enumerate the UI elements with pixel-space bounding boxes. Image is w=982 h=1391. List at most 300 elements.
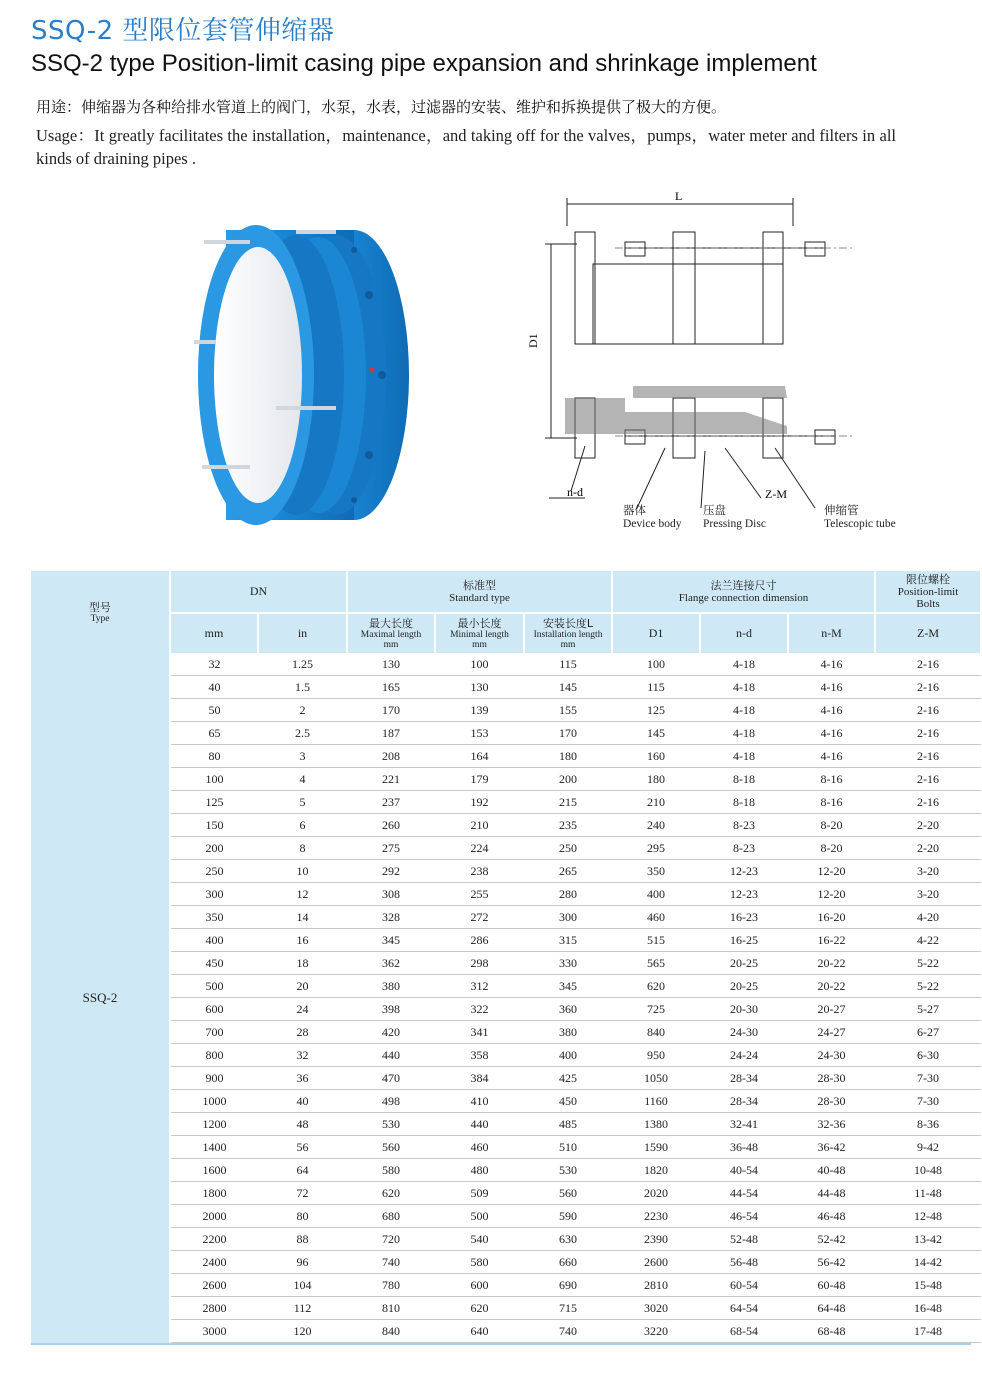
header-n-d: n-d xyxy=(700,613,788,653)
table-row xyxy=(31,745,981,768)
table-cell: 8-20 xyxy=(788,814,875,837)
table-cell: 4-18 xyxy=(700,653,788,676)
table-cell: 425 xyxy=(524,1067,612,1090)
table-cell: 15-48 xyxy=(875,1274,981,1297)
table-cell: 20-30 xyxy=(700,998,788,1021)
table-cell: 221 xyxy=(347,768,435,791)
table-cell: 24 xyxy=(258,998,347,1021)
table-cell: 115 xyxy=(524,653,612,676)
table-cell: 125 xyxy=(612,699,700,722)
table-cell: 380 xyxy=(524,1021,612,1044)
header-install-length: 安装长度L Installation length mm xyxy=(524,613,612,653)
table-cell: 155 xyxy=(524,699,612,722)
table-cell: 210 xyxy=(435,814,524,837)
table-cell: 32-36 xyxy=(788,1113,875,1136)
table-cell: 620 xyxy=(347,1182,435,1205)
table-cell: 1050 xyxy=(612,1067,700,1090)
table-cell: 7-30 xyxy=(875,1090,981,1113)
table-cell: 100 xyxy=(435,653,524,676)
table-cell: 400 xyxy=(612,883,700,906)
table-cell: 3000 xyxy=(170,1320,258,1343)
table-row xyxy=(31,929,981,952)
table-cell: 8-16 xyxy=(788,791,875,814)
table-cell: 4-16 xyxy=(788,653,875,676)
table-cell: 224 xyxy=(435,837,524,860)
table-cell: 2230 xyxy=(612,1205,700,1228)
table-cell: 280 xyxy=(524,883,612,906)
table-cell: 300 xyxy=(524,906,612,929)
table-cell: 360 xyxy=(524,998,612,1021)
table-row xyxy=(31,653,981,676)
table-cell: 345 xyxy=(347,929,435,952)
table-cell: 3-20 xyxy=(875,883,981,906)
table-cell: 1200 xyxy=(170,1113,258,1136)
table-cell: 130 xyxy=(347,653,435,676)
table-cell: 720 xyxy=(347,1228,435,1251)
table-cell: 590 xyxy=(524,1205,612,1228)
table-cell: 60-48 xyxy=(788,1274,875,1297)
table-cell: 12-23 xyxy=(700,883,788,906)
type-cell: SSQ-2 xyxy=(31,653,170,1343)
table-row xyxy=(31,1113,981,1136)
table-cell: 8 xyxy=(258,837,347,860)
table-cell: 308 xyxy=(347,883,435,906)
table-cell: 2 xyxy=(258,699,347,722)
table-cell: 179 xyxy=(435,768,524,791)
table-cell: 3220 xyxy=(612,1320,700,1343)
table-cell: 400 xyxy=(524,1044,612,1067)
table-cell: 1.5 xyxy=(258,676,347,699)
table-cell: 2-16 xyxy=(875,722,981,745)
table-cell: 1000 xyxy=(170,1090,258,1113)
label-D1: D1 xyxy=(526,333,540,348)
table-cell: 358 xyxy=(435,1044,524,1067)
table-row xyxy=(31,952,981,975)
table-cell: 1.25 xyxy=(258,653,347,676)
table-row xyxy=(31,1228,981,1251)
table-cell: 690 xyxy=(524,1274,612,1297)
table-row xyxy=(31,975,981,998)
table-cell: 440 xyxy=(435,1113,524,1136)
table-cell: 96 xyxy=(258,1251,347,1274)
table-cell: 200 xyxy=(170,837,258,860)
table-cell: 680 xyxy=(347,1205,435,1228)
table-cell: 88 xyxy=(258,1228,347,1251)
table-cell: 350 xyxy=(612,860,700,883)
table-cell: 12-20 xyxy=(788,860,875,883)
table-row xyxy=(31,1297,981,1320)
label-z-m: Z-M xyxy=(765,487,787,501)
table-cell: 300 xyxy=(170,883,258,906)
table-cell: 165 xyxy=(347,676,435,699)
table-cell: 24-30 xyxy=(788,1044,875,1067)
table-cell: 460 xyxy=(435,1136,524,1159)
table-cell: 315 xyxy=(524,929,612,952)
table-cell: 36-42 xyxy=(788,1136,875,1159)
table-cell: 700 xyxy=(170,1021,258,1044)
header-bolts: 限位螺栓 Position-limit Bolts xyxy=(875,571,981,613)
table-cell: 2-16 xyxy=(875,699,981,722)
table-cell: 11-48 xyxy=(875,1182,981,1205)
table-cell: 500 xyxy=(435,1205,524,1228)
table-cell: 4-18 xyxy=(700,699,788,722)
table-cell: 160 xyxy=(612,745,700,768)
table-cell: 350 xyxy=(170,906,258,929)
table-cell: 16-23 xyxy=(700,906,788,929)
table-cell: 50 xyxy=(170,699,258,722)
table-cell: 192 xyxy=(435,791,524,814)
table-cell: 52-42 xyxy=(788,1228,875,1251)
table-cell: 630 xyxy=(524,1228,612,1251)
table-cell: 640 xyxy=(435,1320,524,1343)
table-cell: 16-20 xyxy=(788,906,875,929)
table-cell: 32 xyxy=(170,653,258,676)
table-cell: 180 xyxy=(524,745,612,768)
table-row xyxy=(31,860,981,883)
table-cell: 24-24 xyxy=(700,1044,788,1067)
specification-table xyxy=(31,571,982,1343)
table-cell: 16 xyxy=(258,929,347,952)
table-cell: 800 xyxy=(170,1044,258,1067)
header-flange: 法兰连接尺寸 Flange connection dimension xyxy=(612,571,875,613)
table-row xyxy=(31,1136,981,1159)
table-cell: 341 xyxy=(435,1021,524,1044)
table-cell: 275 xyxy=(347,837,435,860)
table-cell: 515 xyxy=(612,929,700,952)
table-cell: 2800 xyxy=(170,1297,258,1320)
table-cell: 530 xyxy=(347,1113,435,1136)
table-cell: 8-18 xyxy=(700,791,788,814)
table-cell: 40 xyxy=(258,1090,347,1113)
table-cell: 9-42 xyxy=(875,1136,981,1159)
table-cell: 100 xyxy=(170,768,258,791)
table-cell: 400 xyxy=(170,929,258,952)
table-cell: 8-16 xyxy=(788,768,875,791)
table-cell: 3-20 xyxy=(875,860,981,883)
header-n-m: n-M xyxy=(788,613,875,653)
table-cell: 580 xyxy=(347,1159,435,1182)
table-cell: 200 xyxy=(524,768,612,791)
table-cell: 12-20 xyxy=(788,883,875,906)
table-cell: 345 xyxy=(524,975,612,998)
table-cell: 2-16 xyxy=(875,653,981,676)
caption-pressing-disc: 压盘 Pressing Disc xyxy=(703,505,766,530)
table-row xyxy=(31,1251,981,1274)
table-cell: 460 xyxy=(612,906,700,929)
table-cell: 12-48 xyxy=(875,1205,981,1228)
header-min-length: 最小长度 Minimal length mm xyxy=(435,613,524,653)
table-cell: 4-18 xyxy=(700,722,788,745)
table-cell: 715 xyxy=(524,1297,612,1320)
table-cell: 2390 xyxy=(612,1228,700,1251)
product-photo xyxy=(186,210,436,530)
table-cell: 28-34 xyxy=(700,1090,788,1113)
table-cell: 509 xyxy=(435,1182,524,1205)
table-cell: 2400 xyxy=(170,1251,258,1274)
header-mm: mm xyxy=(170,613,258,653)
table-cell: 250 xyxy=(524,837,612,860)
table-cell: 2.5 xyxy=(258,722,347,745)
table-row xyxy=(31,722,981,745)
table-cell: 840 xyxy=(347,1320,435,1343)
table-cell: 410 xyxy=(435,1090,524,1113)
table-cell: 2-16 xyxy=(875,768,981,791)
table-cell: 164 xyxy=(435,745,524,768)
table-cell: 450 xyxy=(170,952,258,975)
table-cell: 80 xyxy=(258,1205,347,1228)
table-row xyxy=(31,814,981,837)
table-cell: 725 xyxy=(612,998,700,1021)
header-z-m: Z-M xyxy=(875,613,981,653)
table-cell: 145 xyxy=(612,722,700,745)
table-cell: 4-16 xyxy=(788,745,875,768)
table-cell: 560 xyxy=(347,1136,435,1159)
table-cell: 5-27 xyxy=(875,998,981,1021)
table-cell: 2-20 xyxy=(875,837,981,860)
usage-english: Usage：It greatly facilitates the installation，maintenance，and taking off for the valves，pumps，water meter and filters in all kinds of draining pipes . xyxy=(36,126,896,168)
table-row xyxy=(31,906,981,929)
table-cell: 3 xyxy=(258,745,347,768)
table-cell: 56-48 xyxy=(700,1251,788,1274)
table-cell: 20-22 xyxy=(788,975,875,998)
table-cell: 4-16 xyxy=(788,722,875,745)
table-row xyxy=(31,998,981,1021)
table-cell: 100 xyxy=(612,653,700,676)
table-cell: 530 xyxy=(524,1159,612,1182)
table-row xyxy=(31,1274,981,1297)
table-cell: 187 xyxy=(347,722,435,745)
header-in: in xyxy=(258,613,347,653)
table-cell: 40-48 xyxy=(788,1159,875,1182)
table-cell: 10-48 xyxy=(875,1159,981,1182)
table-cell: 255 xyxy=(435,883,524,906)
table-cell: 10 xyxy=(258,860,347,883)
table-cell: 64-48 xyxy=(788,1297,875,1320)
table-row xyxy=(31,699,981,722)
table-cell: 28-30 xyxy=(788,1090,875,1113)
table-cell: 16-48 xyxy=(875,1297,981,1320)
header-standard-type: 标准型 Standard type xyxy=(347,571,612,613)
table-cell: 20 xyxy=(258,975,347,998)
caption-telescopic-tube: 伸缩管 Telescopic tube xyxy=(824,505,896,530)
table-cell: 18 xyxy=(258,952,347,975)
table-cell: 64-54 xyxy=(700,1297,788,1320)
table-cell: 13-42 xyxy=(875,1228,981,1251)
table-cell: 384 xyxy=(435,1067,524,1090)
specification-table-container xyxy=(31,571,971,1343)
table-cell: 2200 xyxy=(170,1228,258,1251)
table-cell: 950 xyxy=(612,1044,700,1067)
table-cell: 14 xyxy=(258,906,347,929)
table-cell: 125 xyxy=(170,791,258,814)
table-cell: 265 xyxy=(524,860,612,883)
table-cell: 235 xyxy=(524,814,612,837)
table-cell: 68-54 xyxy=(700,1320,788,1343)
table-cell: 480 xyxy=(435,1159,524,1182)
table-cell: 380 xyxy=(347,975,435,998)
table-cell: 150 xyxy=(170,814,258,837)
table-cell: 900 xyxy=(170,1067,258,1090)
table-cell: 20-25 xyxy=(700,952,788,975)
table-cell: 20-27 xyxy=(788,998,875,1021)
table-cell: 5-22 xyxy=(875,975,981,998)
table-cell: 560 xyxy=(524,1182,612,1205)
table-cell: 72 xyxy=(258,1182,347,1205)
table-cell: 4-22 xyxy=(875,929,981,952)
table-row xyxy=(31,883,981,906)
table-cell: 6 xyxy=(258,814,347,837)
table-cell: 1590 xyxy=(612,1136,700,1159)
table-cell: 1820 xyxy=(612,1159,700,1182)
table-cell: 20-25 xyxy=(700,975,788,998)
table-row xyxy=(31,1159,981,1182)
table-cell: 4-16 xyxy=(788,699,875,722)
table-cell: 170 xyxy=(524,722,612,745)
table-cell: 8-18 xyxy=(700,768,788,791)
label-n-d: n-d xyxy=(567,485,583,499)
table-cell: 2-20 xyxy=(875,814,981,837)
table-cell: 4-18 xyxy=(700,745,788,768)
table-cell: 4 xyxy=(258,768,347,791)
table-cell: 740 xyxy=(524,1320,612,1343)
table-cell: 8-23 xyxy=(700,837,788,860)
table-cell: 44-48 xyxy=(788,1182,875,1205)
table-cell: 580 xyxy=(435,1251,524,1274)
table-cell: 36-48 xyxy=(700,1136,788,1159)
table-cell: 4-20 xyxy=(875,906,981,929)
table-cell: 4-16 xyxy=(788,676,875,699)
table-body xyxy=(31,653,981,1343)
table-cell: 420 xyxy=(347,1021,435,1044)
table-row xyxy=(31,768,981,791)
table-cell: 5-22 xyxy=(875,952,981,975)
table-cell: 330 xyxy=(524,952,612,975)
bottom-rule xyxy=(31,1343,971,1345)
table-cell: 240 xyxy=(612,814,700,837)
table-cell: 28 xyxy=(258,1021,347,1044)
table-cell: 2-16 xyxy=(875,745,981,768)
table-cell: 450 xyxy=(524,1090,612,1113)
table-cell: 7-30 xyxy=(875,1067,981,1090)
table-cell: 17-48 xyxy=(875,1320,981,1343)
table-cell: 115 xyxy=(612,676,700,699)
table-cell: 139 xyxy=(435,699,524,722)
table-cell: 56-42 xyxy=(788,1251,875,1274)
table-cell: 56 xyxy=(258,1136,347,1159)
table-cell: 44-54 xyxy=(700,1182,788,1205)
cross-section-drawing xyxy=(525,186,925,536)
table-cell: 46-48 xyxy=(788,1205,875,1228)
table-cell: 208 xyxy=(347,745,435,768)
table-cell: 40-54 xyxy=(700,1159,788,1182)
table-cell: 1380 xyxy=(612,1113,700,1136)
table-cell: 16-22 xyxy=(788,929,875,952)
table-cell: 286 xyxy=(435,929,524,952)
header-type: 型号 Type xyxy=(31,571,170,653)
table-cell: 237 xyxy=(347,791,435,814)
table-cell: 2020 xyxy=(612,1182,700,1205)
table-cell: 6-27 xyxy=(875,1021,981,1044)
title-english: SSQ-2 type Position-limit casing pipe expansion and shrinkage implement xyxy=(31,50,817,77)
table-cell: 145 xyxy=(524,676,612,699)
table-cell: 620 xyxy=(612,975,700,998)
table-cell: 498 xyxy=(347,1090,435,1113)
table-cell: 510 xyxy=(524,1136,612,1159)
table-cell: 2-16 xyxy=(875,676,981,699)
table-cell: 24-30 xyxy=(700,1021,788,1044)
table-cell: 298 xyxy=(435,952,524,975)
table-cell: 620 xyxy=(435,1297,524,1320)
table-row xyxy=(31,1090,981,1113)
table-cell: 210 xyxy=(612,791,700,814)
table-cell: 180 xyxy=(612,768,700,791)
table-cell: 260 xyxy=(347,814,435,837)
table-cell: 8-23 xyxy=(700,814,788,837)
table-cell: 272 xyxy=(435,906,524,929)
table-cell: 1600 xyxy=(170,1159,258,1182)
table-row xyxy=(31,1021,981,1044)
table-cell: 170 xyxy=(347,699,435,722)
table-cell: 130 xyxy=(435,676,524,699)
table-cell: 4-18 xyxy=(700,676,788,699)
usage-chinese: 用途：伸缩器为各种给排水管道上的阀门，水泵，水表，过滤器的安装、维护和拆换提供了极大的方便。 xyxy=(36,98,727,116)
table-cell: 540 xyxy=(435,1228,524,1251)
table-cell: 104 xyxy=(258,1274,347,1297)
table-cell: 2600 xyxy=(170,1274,258,1297)
table-cell: 153 xyxy=(435,722,524,745)
table-cell: 840 xyxy=(612,1021,700,1044)
table-cell: 28-30 xyxy=(788,1067,875,1090)
table-cell: 12 xyxy=(258,883,347,906)
table-cell: 20-22 xyxy=(788,952,875,975)
table-row xyxy=(31,1067,981,1090)
table-cell: 292 xyxy=(347,860,435,883)
table-cell: 600 xyxy=(170,998,258,1021)
table-cell: 52-48 xyxy=(700,1228,788,1251)
table-cell: 80 xyxy=(170,745,258,768)
table-cell: 48 xyxy=(258,1113,347,1136)
table-cell: 3020 xyxy=(612,1297,700,1320)
table-cell: 660 xyxy=(524,1251,612,1274)
table-cell: 215 xyxy=(524,791,612,814)
table-cell: 312 xyxy=(435,975,524,998)
table-cell: 250 xyxy=(170,860,258,883)
table-cell: 600 xyxy=(435,1274,524,1297)
table-cell: 295 xyxy=(612,837,700,860)
table-cell: 24-27 xyxy=(788,1021,875,1044)
table-cell: 2600 xyxy=(612,1251,700,1274)
table-cell: 64 xyxy=(258,1159,347,1182)
table-cell: 68-48 xyxy=(788,1320,875,1343)
table-cell: 12-23 xyxy=(700,860,788,883)
table-cell: 32 xyxy=(258,1044,347,1067)
header-d1: D1 xyxy=(612,613,700,653)
table-cell: 8-36 xyxy=(875,1113,981,1136)
table-cell: 1160 xyxy=(612,1090,700,1113)
table-cell: 328 xyxy=(347,906,435,929)
header-dn: DN xyxy=(170,571,347,613)
table-row xyxy=(31,676,981,699)
table-cell: 740 xyxy=(347,1251,435,1274)
table-cell: 2810 xyxy=(612,1274,700,1297)
table-cell: 440 xyxy=(347,1044,435,1067)
table-cell: 14-42 xyxy=(875,1251,981,1274)
table-cell: 2-16 xyxy=(875,791,981,814)
table-cell: 500 xyxy=(170,975,258,998)
table-row xyxy=(31,1205,981,1228)
table-cell: 46-54 xyxy=(700,1205,788,1228)
table-cell: 238 xyxy=(435,860,524,883)
